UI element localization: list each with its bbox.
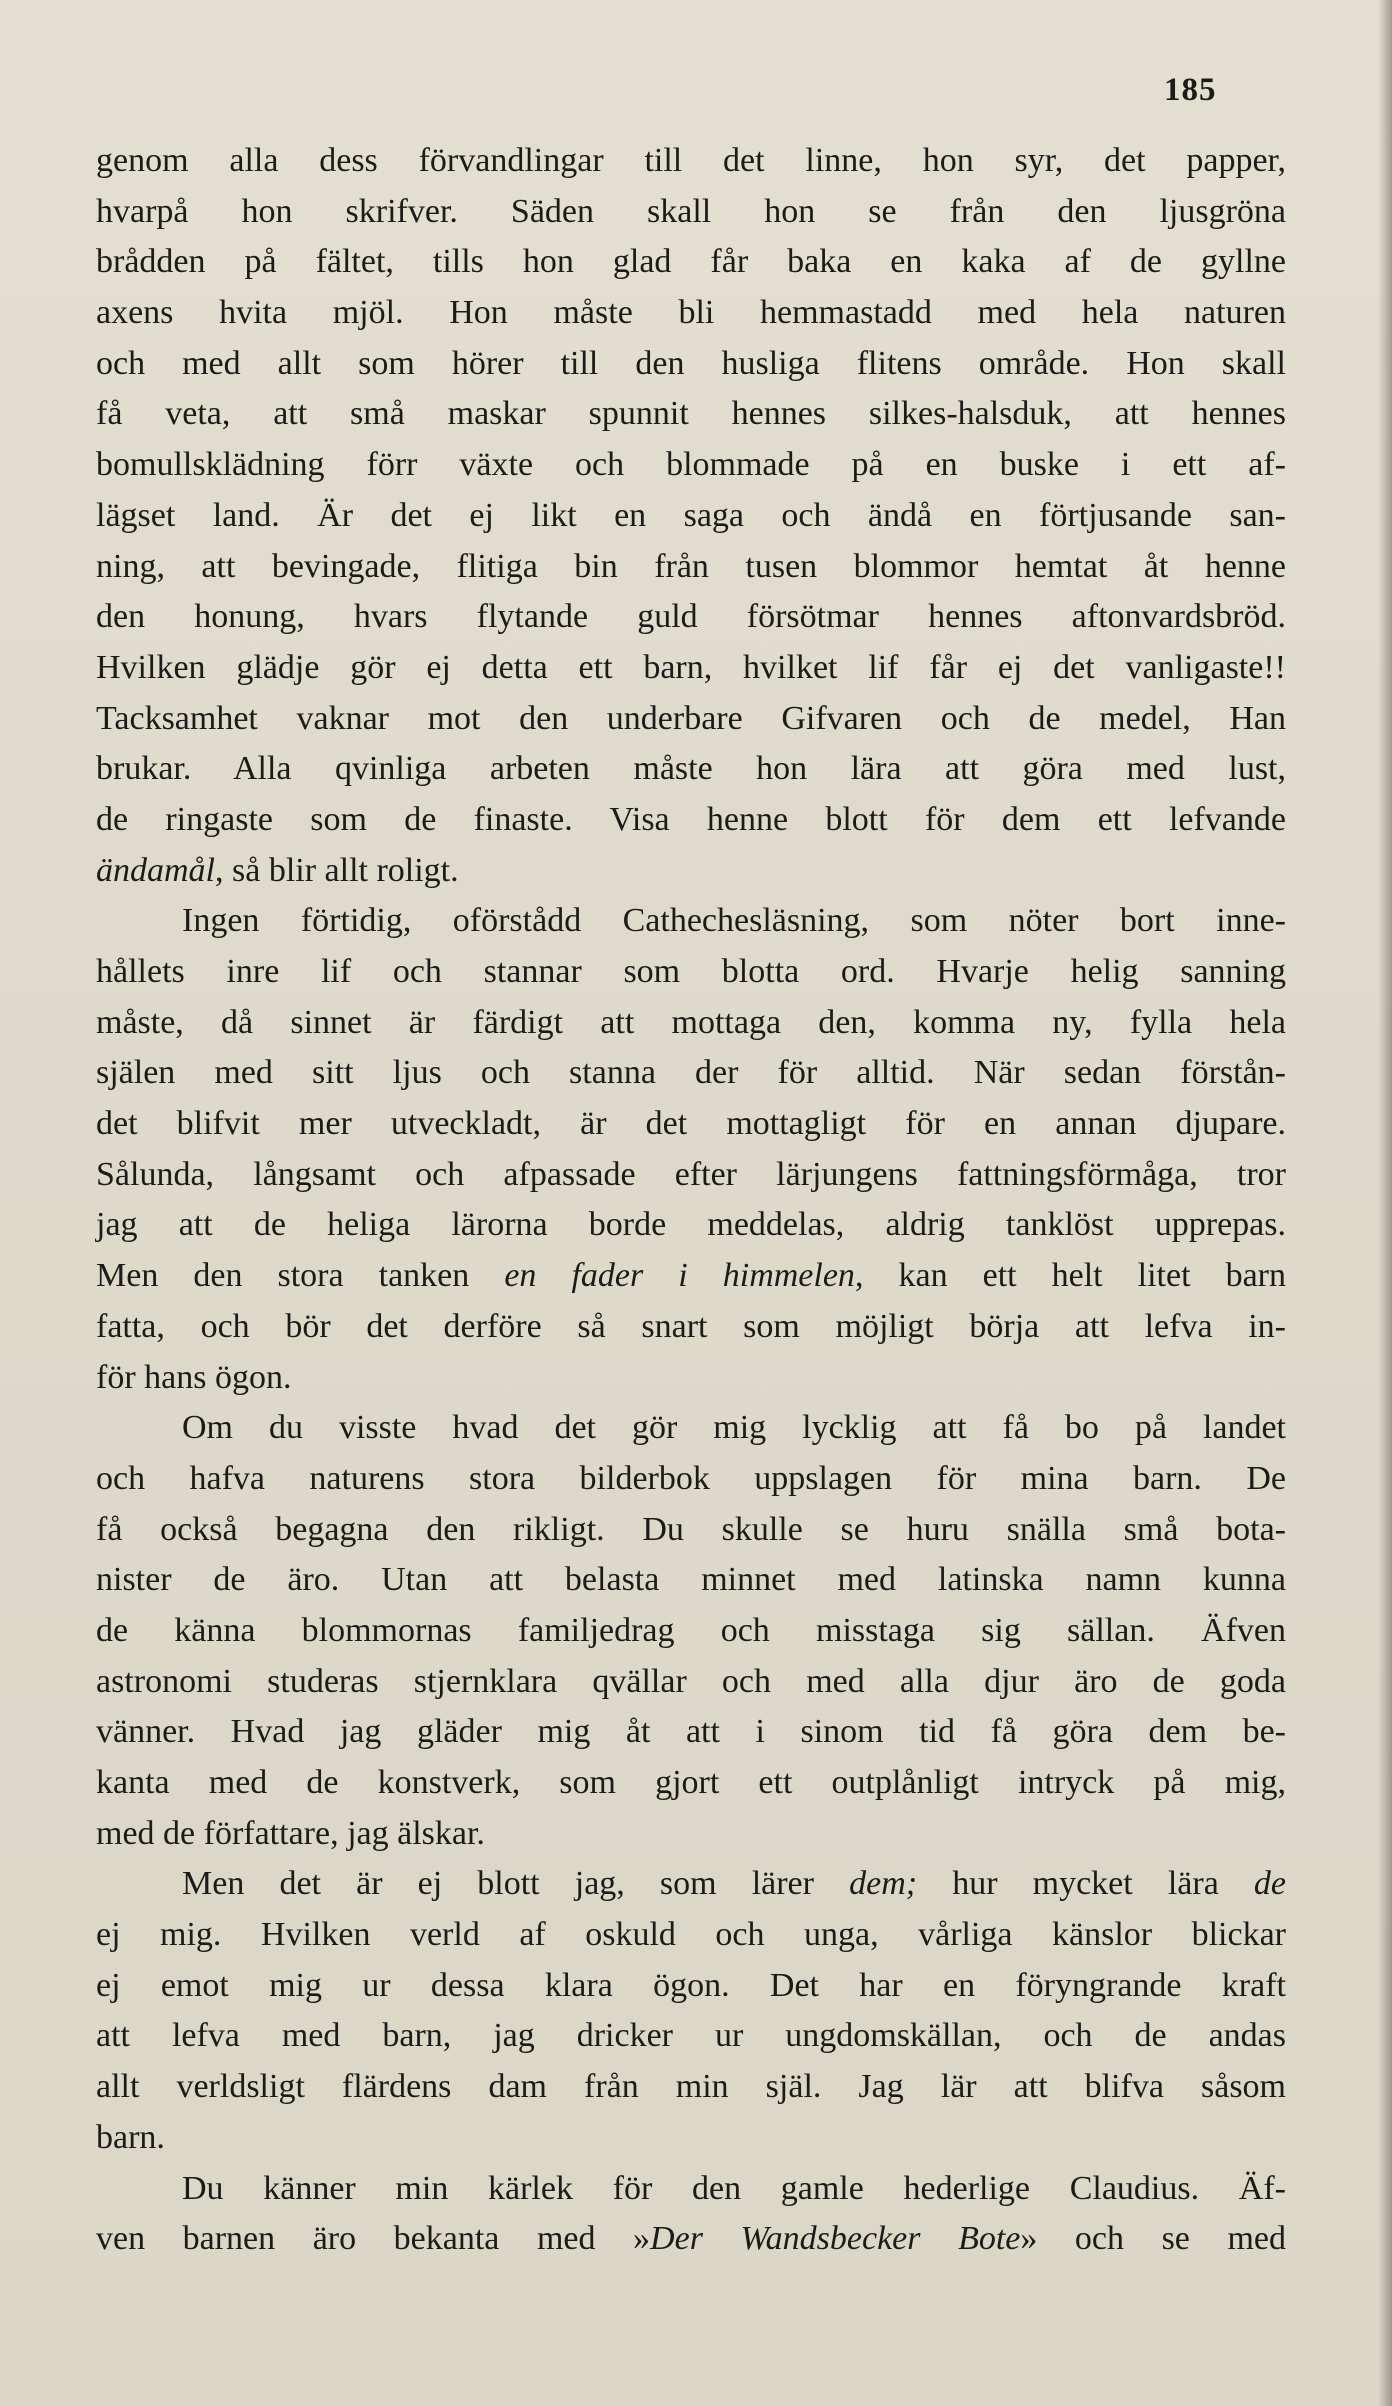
text-run: få också begagna den rikligt. Du skulle se huru snälla små bota-: [96, 1510, 1286, 1548]
text-run: hållets inre lif och stannar som blotta ord. Hvarje helig sanning: [96, 953, 1286, 990]
text-run: måste, då sinnet är färdigt att mottaga den, komma ny, fylla hela: [96, 1003, 1286, 1041]
page-edge-shadow: [1378, 0, 1392, 2406]
text-run: bomullsklädning förr växte och blommade på en buske i ett af-: [96, 446, 1286, 484]
text-line: [96, 1099, 1286, 1150]
text-run: nister de äro. Utan att belasta minnet med latinska namn kunna: [96, 1561, 1286, 1599]
text-line: [96, 237, 1286, 288]
text-line: [96, 1048, 1286, 1099]
italic-text: dem;: [849, 1865, 918, 1903]
text-run: Men det är ej blott jag, som lärer: [182, 1865, 850, 1903]
text-line: [96, 1961, 1286, 2012]
text-run: axens hvita mjöl. Hon måste bli hemmastadd med hela naturen: [96, 294, 1286, 332]
text-run: få veta, att små maskar spunnit hennes silkes-halsduk, att hennes: [96, 395, 1286, 433]
text-line: [96, 896, 1286, 947]
text-run: , så blir allt roligt.: [215, 851, 459, 889]
text-run: hur mycket lära: [917, 1865, 1254, 1903]
text-line: [96, 1859, 1286, 1910]
text-run: brukar. Alla qvinliga arbeten måste hon lära att göra med lust,: [96, 750, 1286, 788]
text-line: [96, 389, 1286, 440]
text-line: [96, 1758, 1286, 1809]
text-line: [96, 339, 1286, 390]
text-run: med de författare, jag älskar.: [96, 1814, 485, 1852]
text-line: [96, 1403, 1286, 1454]
text-run: allt verldsligt flärdens dam från min själ. Jag lär att blifva såsom: [96, 2068, 1286, 2106]
text-line: [96, 1606, 1286, 1657]
text-run: Ingen förtidig, oförstådd Cathechesläsning, som nöter bort inne-: [182, 902, 1286, 940]
text-line: [96, 491, 1286, 542]
text-run: lägset land. Är det ej likt en saga och ändå en förtjusande san-: [96, 496, 1286, 534]
text-run: och med allt som hörer till den husliga flitens område. Hon skall: [96, 344, 1286, 382]
text-line: [96, 542, 1286, 593]
text-run: ej emot mig ur dessa klara ögon. Det har en föryngrande kraft: [96, 1966, 1286, 2004]
text-line: [96, 744, 1286, 795]
text-line: [96, 1353, 1286, 1404]
text-run: » och se med: [1020, 2220, 1286, 2258]
text-line: [96, 2113, 1286, 2164]
text-run: , kan ett helt litet barn: [854, 1257, 1286, 1295]
italic-text: en fader i himmelen: [504, 1257, 855, 1295]
text-line: [96, 1657, 1286, 1708]
text-run: brådden på fältet, tills hon glad får baka en kaka af de gyllne: [96, 243, 1286, 281]
italic-text: de: [1253, 1865, 1286, 1903]
text-line: [96, 947, 1286, 998]
text-run: de känna blommornas familjedrag och misstaga sig sällan. Äfven: [96, 1611, 1286, 1649]
text-run: astronomi studeras stjernklara qvällar och med alla djur äro de goda: [96, 1662, 1286, 1700]
text-line: [96, 1707, 1286, 1758]
text-line: [96, 1302, 1286, 1353]
text-line: [96, 846, 1286, 897]
text-line: [96, 2011, 1286, 2062]
text-line: [96, 795, 1286, 846]
text-run: och hafva naturens stora bilderbok uppslagen för mina barn. De: [96, 1459, 1286, 1497]
text-run: Tacksamhet vaknar mot den underbare Gifvaren och de medel, Han: [96, 699, 1286, 737]
body-text: [96, 136, 1286, 2265]
text-run: Sålunda, långsamt och afpassade efter lärjungens fattningsförmåga, tror: [96, 1155, 1286, 1193]
text-run: Men den stora tanken: [96, 1257, 505, 1295]
text-line: [96, 1555, 1286, 1606]
text-line: [96, 643, 1286, 694]
text-run: ej mig. Hvilken verld af oskuld och unga, vårliga känslor blickar: [96, 1916, 1286, 1954]
text-line: [96, 694, 1286, 745]
page-number: 185: [1164, 72, 1217, 108]
text-run: barn.: [96, 2118, 165, 2156]
text-run: den honung, hvars flytande guld försötmar hennes aftonvardsbröd.: [96, 598, 1286, 636]
text-run: själen med sitt ljus och stanna der för alltid. När sedan förstån-: [96, 1054, 1286, 1092]
text-line: [96, 1809, 1286, 1860]
text-line: [96, 440, 1286, 491]
text-run: det blifvit mer utveckladt, är det mottagligt för en annan djupare.: [96, 1105, 1286, 1143]
text-line: [96, 1910, 1286, 1961]
text-line: [96, 2164, 1286, 2215]
text-line: [96, 1200, 1286, 1251]
text-line: [96, 592, 1286, 643]
text-line: [96, 1251, 1286, 1302]
text-run: hvarpå hon skrifver. Säden skall hon se från den ljusgröna: [96, 192, 1286, 230]
text-run: jag att de heliga lärorna borde meddelas, aldrig tanklöst upprepas.: [96, 1206, 1286, 1244]
text-line: [96, 1150, 1286, 1201]
text-run: ven barnen äro bekanta med »: [96, 2220, 651, 2258]
text-run: Om du visste hvad det gör mig lycklig att få bo på landet: [182, 1409, 1286, 1447]
text-run: för hans ögon.: [96, 1358, 292, 1396]
text-run: de ringaste som de finaste. Visa henne blott för dem ett lefvande: [96, 800, 1286, 838]
text-line: [96, 136, 1286, 187]
italic-text: Der Wandsbecker Bote: [650, 2220, 1021, 2258]
text-run: kanta med de konstverk, som gjort ett outplånligt intryck på mig,: [96, 1764, 1286, 1801]
text-line: [96, 998, 1286, 1049]
text-line: [96, 2062, 1286, 2113]
text-line: [96, 187, 1286, 238]
text-run: fatta, och bör det derföre så snart som möjligt börja att lefva in-: [96, 1307, 1286, 1345]
text-run: genom alla dess förvandlingar till det linne, hon syr, det papper,: [96, 142, 1286, 179]
text-run: att lefva med barn, jag dricker ur ungdomskällan, och de andas: [96, 2017, 1286, 2055]
text-line: [96, 2214, 1286, 2265]
text-run: vänner. Hvad jag gläder mig åt att i sinom tid få göra dem be-: [96, 1713, 1286, 1751]
text-run: ning, att bevingade, flitiga bin från tusen blommor hemtat åt henne: [96, 547, 1286, 585]
text-run: Hvilken glädje gör ej detta ett barn, hvilket lif får ej det vanligaste!!: [96, 648, 1286, 686]
text-run: Du känner min kärlek för den gamle hederlige Claudius. Äf-: [182, 2169, 1286, 2207]
text-line: [96, 288, 1286, 339]
italic-text: ändamål: [96, 851, 215, 889]
text-line: [96, 1454, 1286, 1505]
text-line: [96, 1505, 1286, 1556]
